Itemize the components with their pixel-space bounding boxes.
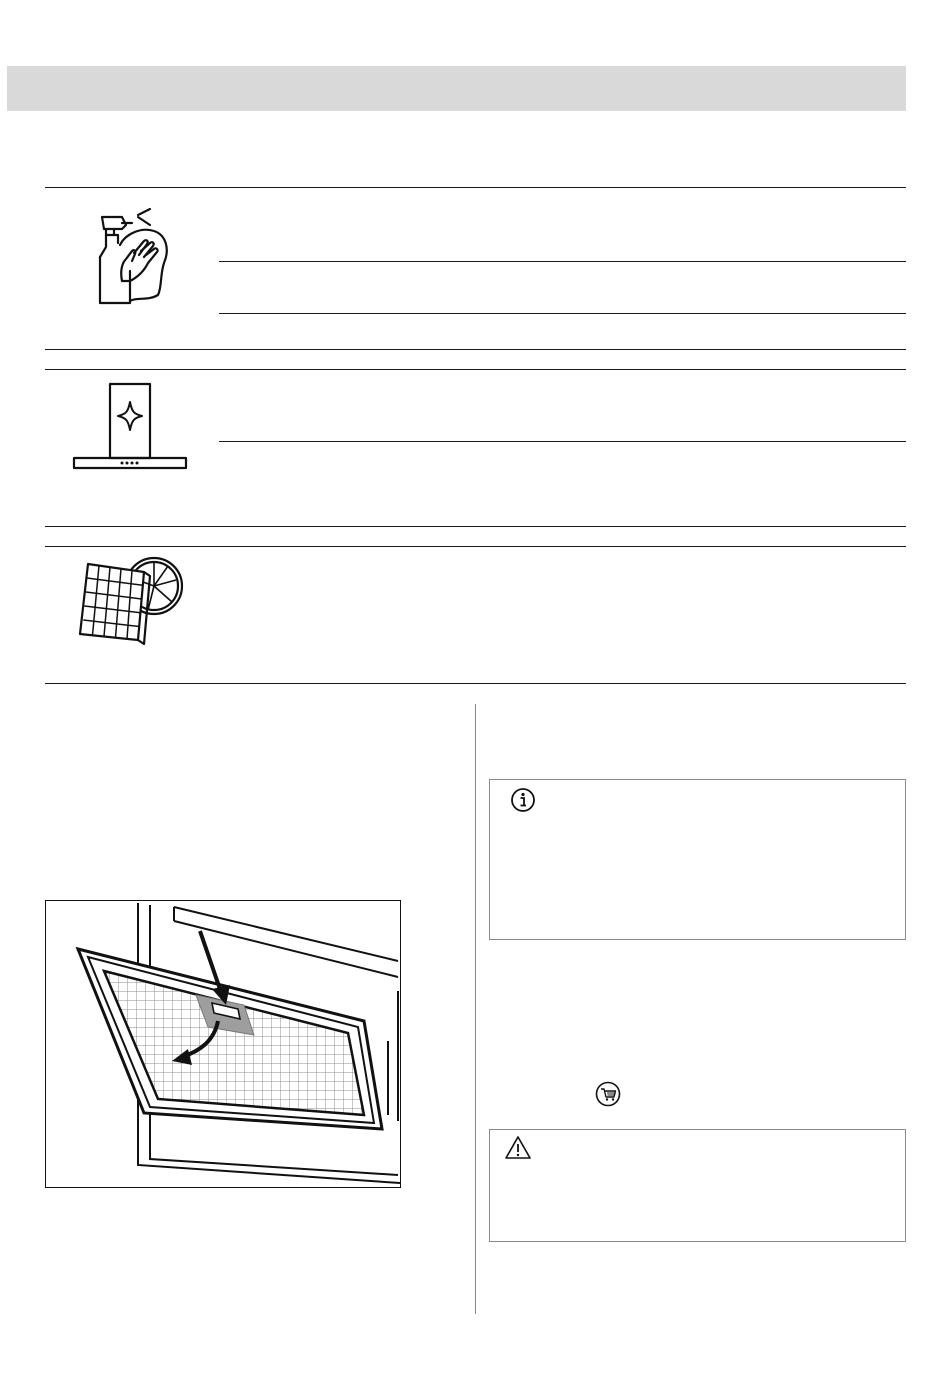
info-icon	[510, 787, 536, 813]
section-header-band	[7, 66, 906, 111]
warning-icon	[504, 1135, 532, 1161]
section-2-row-rule-1	[219, 441, 906, 442]
section-2-bottom-rule	[45, 526, 906, 527]
grease-filter-removal-illustration	[45, 900, 401, 1188]
section-1-top-rule	[45, 187, 906, 188]
column-divider	[475, 704, 476, 1314]
info-note-box	[489, 779, 906, 940]
section-3-bottom-rule	[45, 683, 906, 684]
section-3-top-rule	[45, 546, 906, 547]
section-2-top-rule	[45, 369, 906, 370]
filter-replacement-icon	[76, 554, 186, 646]
hood-shine-icon	[72, 382, 188, 472]
warning-note-box	[489, 1129, 906, 1242]
section-1-bottom-rule	[45, 349, 906, 350]
shop-cart-icon	[595, 1081, 621, 1107]
section-1-row-rule-1	[219, 261, 906, 262]
cleaning-spray-icon	[92, 205, 172, 307]
section-1-row-rule-2	[219, 313, 906, 314]
